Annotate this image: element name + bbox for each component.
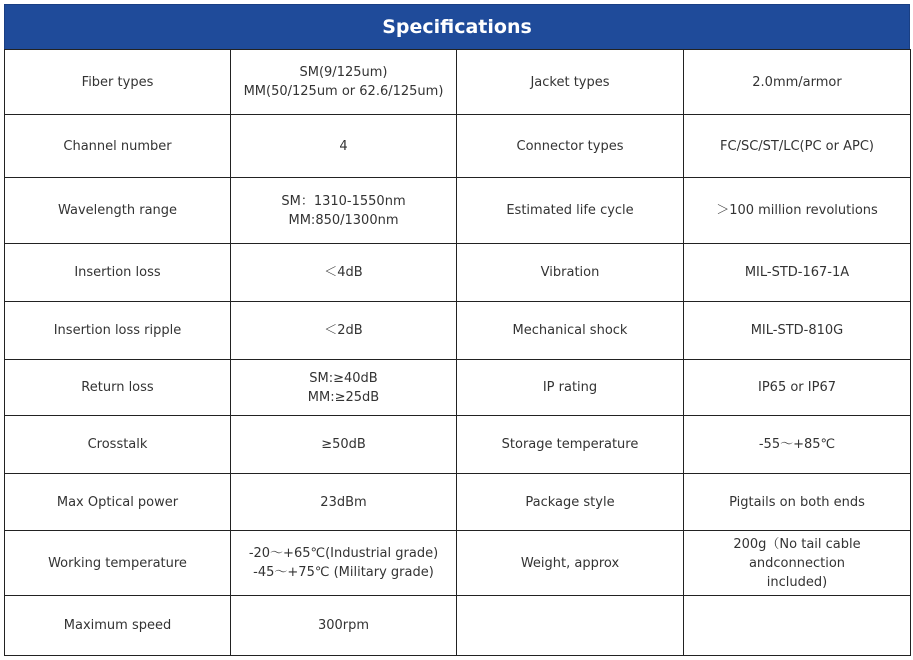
spec-value xyxy=(231,474,457,531)
spec-label: Wavelength range xyxy=(5,178,231,244)
spec-label: Jacket types xyxy=(457,50,684,115)
spec-table xyxy=(4,49,911,656)
spec-value-line: SM:≥40dB xyxy=(309,370,378,386)
spec-value xyxy=(684,50,911,115)
table-row xyxy=(5,416,911,474)
spec-label: Package style xyxy=(457,474,684,531)
spec-label: Working temperature xyxy=(5,531,231,596)
spec-value xyxy=(231,531,457,596)
spec-value xyxy=(231,416,457,474)
spec-value-line: 4 xyxy=(339,138,348,154)
spec-value-line: ≥50dB xyxy=(321,437,366,452)
spec-label: Connector types xyxy=(457,115,684,178)
spec-label: Channel number xyxy=(5,115,231,178)
spec-value-line: IP65 or IP67 xyxy=(758,380,836,395)
spec-value-line: MM:850/1300nm xyxy=(288,212,399,228)
spec-value xyxy=(684,178,911,244)
table-row xyxy=(5,302,911,360)
spec-label: Return loss xyxy=(5,360,231,416)
spec-value-line: Pigtails on both ends xyxy=(729,494,865,510)
spec-value xyxy=(231,50,457,115)
spec-value xyxy=(684,416,911,474)
spec-value-line: -20～+65℃(Industrial grade) xyxy=(248,546,439,561)
spec-value-line: 2.0mm/armor xyxy=(752,74,842,90)
spec-label: Estimated life cycle xyxy=(457,178,684,244)
spec-label: Fiber types xyxy=(5,50,231,115)
spec-value xyxy=(231,360,457,416)
spec-value-line: MIL-STD-810G xyxy=(750,323,844,338)
spec-value-line: MM:≥25dB xyxy=(307,389,380,405)
spec-value-line: included) xyxy=(766,574,828,590)
table-row xyxy=(5,596,911,656)
spec-value-line: ＜2dB xyxy=(324,323,363,338)
spec-label: Vibration xyxy=(457,244,684,302)
spec-label: Max Optical power xyxy=(5,474,231,531)
spec-label xyxy=(457,596,684,656)
spec-value-line: MM(50/125um or 62.6/125um) xyxy=(243,84,444,99)
spec-value-line: -45～+75℃ (Military grade) xyxy=(253,565,434,580)
spec-value xyxy=(684,244,911,302)
table-row xyxy=(5,531,911,596)
spec-value-line: -55～+85℃ xyxy=(758,437,836,452)
spec-value xyxy=(684,115,911,178)
spec-value xyxy=(231,244,457,302)
spec-value-line: 200g（No tail cable andconnection xyxy=(733,536,861,571)
table-row xyxy=(5,178,911,244)
spec-value xyxy=(231,115,457,178)
spec-value-line: 300rpm xyxy=(317,618,370,633)
spec-value-line: ＜4dB xyxy=(324,265,363,280)
table-row xyxy=(5,360,911,416)
spec-value xyxy=(231,302,457,360)
spec-label: IP rating xyxy=(457,360,684,416)
table-row xyxy=(5,244,911,302)
spec-value-line: 23dBm xyxy=(320,494,367,510)
spec-label: Insertion loss ripple xyxy=(5,302,231,360)
spec-value-line: ＞100 million revolutions xyxy=(716,203,878,218)
spec-label: Crosstalk xyxy=(5,416,231,474)
spec-label: Mechanical shock xyxy=(457,302,684,360)
spec-value-line: SM(9/125um) xyxy=(299,65,388,80)
spec-value xyxy=(231,596,457,656)
table-row xyxy=(5,50,911,115)
spec-value xyxy=(684,302,911,360)
spec-label: Weight, approx xyxy=(457,531,684,596)
spec-label: Maximum speed xyxy=(5,596,231,656)
spec-value xyxy=(684,474,911,531)
spec-value xyxy=(684,360,911,416)
spec-value-line: FC/SC/ST/LC(PC or APC) xyxy=(720,138,874,154)
table-row xyxy=(5,115,911,178)
spec-value xyxy=(231,178,457,244)
table-row xyxy=(5,474,911,531)
spec-value-line: MIL-STD-167-1A xyxy=(744,265,850,280)
spec-value-line: SM：1310-1550nm xyxy=(281,193,406,209)
spec-value xyxy=(684,531,911,596)
spec-title: Specifications xyxy=(4,4,910,49)
spec-value xyxy=(684,596,911,656)
spec-label: Insertion loss xyxy=(5,244,231,302)
spec-label: Storage temperature xyxy=(457,416,684,474)
